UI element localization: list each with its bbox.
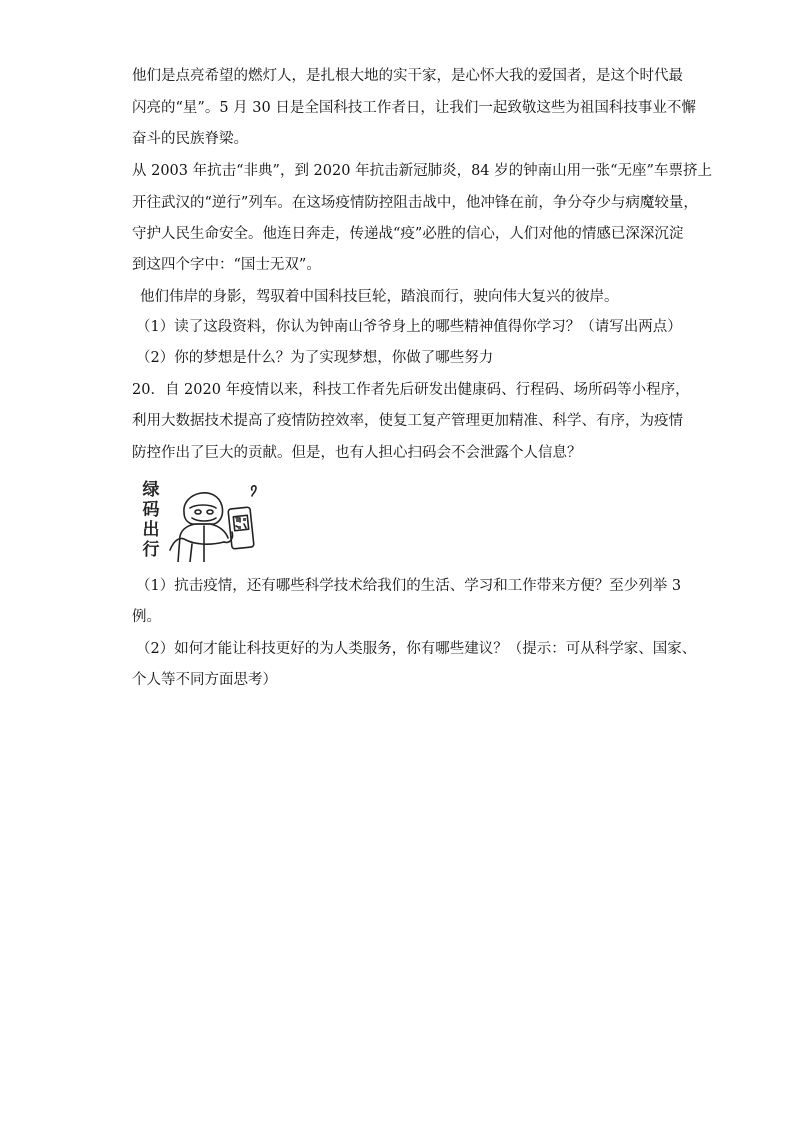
passage-line: 到这四个字中：“国士无双”。 <box>132 257 321 273</box>
figure-caption-char: 出 <box>142 520 160 540</box>
question-20-sub-2-cont: 个人等不同方面思考） <box>132 672 277 688</box>
question-20-stem-line: 防控作出了巨大的贡献。但是，也有人担心扫码会不会泄露个人信息？ <box>132 445 582 461</box>
passage-line: 他们是点亮希望的燃灯人，是扎根大地的实干家，是心怀大我的爱国者，是这个时代最 <box>132 68 683 84</box>
figure-caption-char: 行 <box>142 540 160 560</box>
question-20-sub-1: （1）抗击疫情，还有哪些科学技术给我们的生活、学习和工作带来方便？至少列举 3 <box>136 578 682 594</box>
passage-line: 开往武汉的“逆行”列车。在这场疫情防控阻击战中，他冲锋在前，争分夺少与病魔较量， <box>132 195 698 211</box>
question-19-sub-1: （1）读了这段资料，你认为钟南山爷爷身上的哪些精神值得你学习？（请写出两点） <box>136 319 682 335</box>
figure-caption-char: 绿 <box>142 480 160 500</box>
question-20-sub-1-cont: 例。 <box>132 609 161 625</box>
question-20-stem-line: 利用大数据技术提高了疫情防控效率，使复工复产管理更加精准、科学、有序，为疫情 <box>132 413 683 429</box>
passage-line: 他们伟岸的身影，驾驭着中国科技巨轮，踏浪而行，驶向伟大复兴的彼岸。 <box>140 289 619 305</box>
question-20-sub-2: （2）如何才能让科技更好的为人类服务，你有哪些建议？（提示：可从科学家、国家、 <box>136 641 697 657</box>
passage-line: 从 2003 年抗击“非典”，到 2020 年抗击新冠肺炎，84 岁的钟南山用一张“无座”车票挤上 <box>132 163 712 179</box>
figure-caption-char: 码 <box>142 500 160 520</box>
figure-caption <box>140 480 162 560</box>
passage-line: 守护人民生命安全。他连日奔走，传递战“疫”必胜的信心，人们对他的情感已深深沉淀 <box>132 226 684 242</box>
question-19-sub-2: （2）你的梦想是什么？为了实现梦想，你做了哪些努力 <box>136 350 494 366</box>
passage-line: 奋斗的民族脊梁。 <box>132 131 248 147</box>
passage-line: 闪亮的“星”。5 月 30 日是全国科技工作者日，让我们一起致敬这些为祖国科技事业不懈 <box>132 100 696 116</box>
question-20-stem-line: 20．自 2020 年疫情以来，科技工作者先后研发出健康码、行程码、场所码等小程序， <box>132 382 690 398</box>
green-code-illustration <box>140 478 270 562</box>
person-with-phone-icon <box>164 478 270 562</box>
